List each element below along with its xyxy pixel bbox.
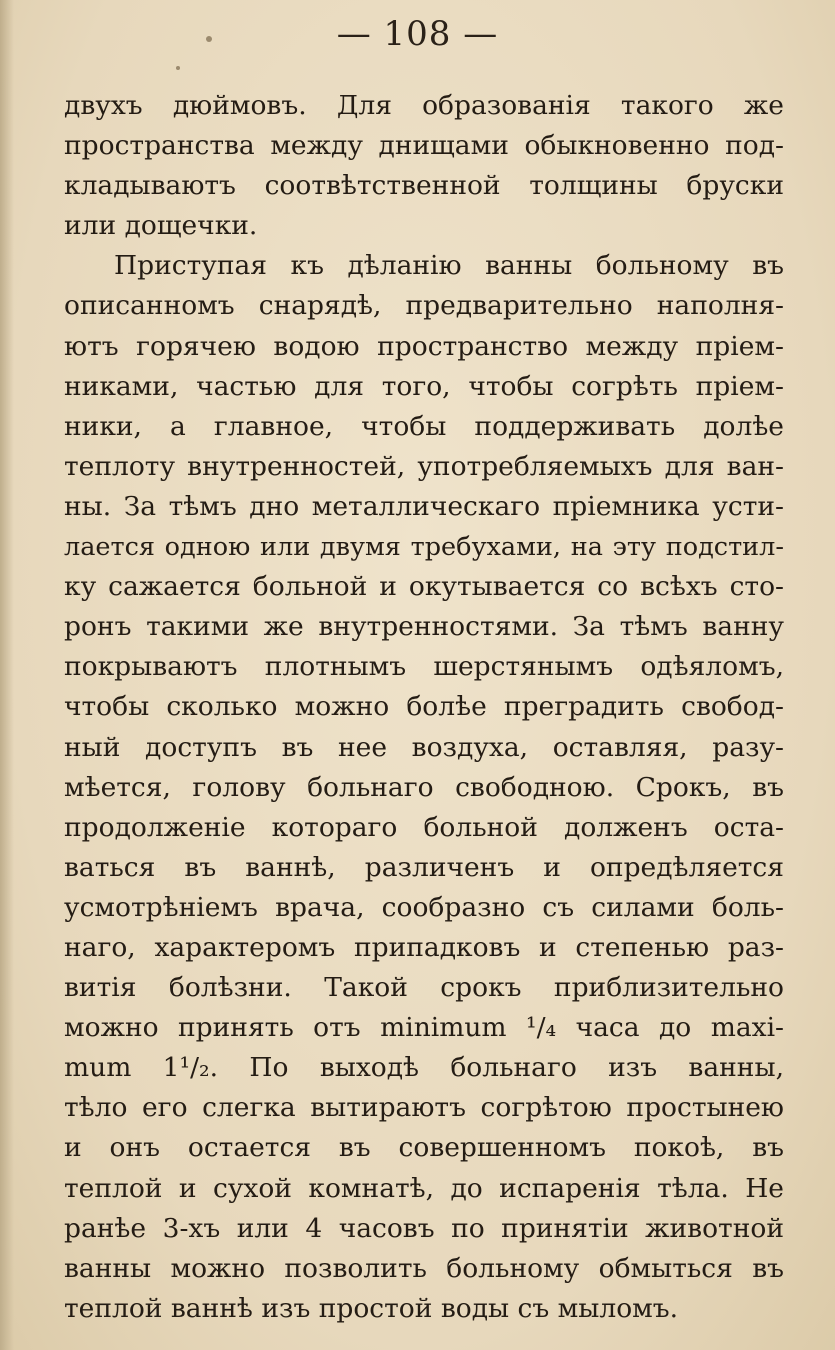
- text-line: ванны можно позволить больному обмыться въ: [64, 1252, 784, 1284]
- text-line: и онъ остается въ совершенномъ покоѣ, въ: [64, 1132, 784, 1164]
- text-line: Приступая къ дѣланію ванны больному въ: [114, 250, 784, 282]
- text-line: ку сажается больной и окутывается со всѣхъ сто-: [64, 571, 784, 603]
- text-line: продолженіе котораго больной долженъ оста-: [64, 811, 784, 843]
- text-line: ранѣе 3-хъ или 4 часовъ по принятіи животной: [64, 1212, 784, 1244]
- text-line: ны. За тѣмъ дно металлическаго пріемника усти-: [64, 490, 784, 522]
- page-number: — 108 —: [336, 14, 499, 54]
- text-line: описанномъ снарядѣ, предварительно наполня-: [64, 290, 784, 322]
- text-line: или дощечки.: [64, 210, 258, 242]
- text-line: наго, характеромъ припадковъ и степенью раз-: [64, 931, 784, 963]
- text-line: чтобы сколько можно болѣе преградить свобод-: [64, 691, 784, 723]
- text-line: покрываютъ плотнымъ шерстянымъ одѣяломъ,: [64, 651, 784, 683]
- text-line: можно принять отъ minimum ¹/₄ часа до maxi-: [64, 1012, 784, 1044]
- text-line: усмотрѣніемъ врача, сообразно съ силами боль-: [64, 891, 784, 923]
- text-line: кладываютъ соотвѣтственной толщины бруски: [64, 170, 784, 202]
- text-line: теплой ваннѣ изъ простой воды съ мыломъ.: [64, 1292, 679, 1324]
- text-line: mum 1¹/₂. По выходѣ больнаго изъ ванны,: [64, 1052, 784, 1084]
- text-line: никами, частью для того, чтобы согрѣть пріем-: [64, 370, 784, 402]
- text-line: ронъ такими же внутренностями. За тѣмъ ванну: [64, 611, 784, 643]
- text-line: ютъ горячею водою пространство между пріем-: [64, 330, 784, 362]
- text-line: ники, а главное, чтобы поддерживать долѣе: [64, 410, 784, 442]
- text-line: ваться въ ваннѣ, различенъ и опредѣляется: [64, 851, 784, 883]
- text-line: витія болѣзни. Такой срокъ приблизительно: [64, 972, 784, 1004]
- text-line: ный доступъ въ нее воздуха, оставляя, разу-: [64, 731, 784, 763]
- paper-speck: [176, 66, 180, 70]
- page-edge-shadow: [0, 0, 14, 1350]
- text-line: двухъ дюймовъ. Для образованія такого же: [64, 90, 784, 121]
- text-line: теплоту внутренностей, употребляемыхъ для ван-: [64, 450, 784, 482]
- text-line: тѣло его слегка вытираютъ согрѣтою простынею: [64, 1092, 784, 1124]
- text-line: теплой и сухой комнатѣ, до испаренія тѣла. Не: [64, 1172, 784, 1204]
- body-text: [64, 86, 784, 1329]
- text-line: мѣется, голову больнаго свободною. Срокъ, въ: [64, 771, 784, 803]
- text-line: лается одною или двумя требухами, на эту подстил-: [64, 532, 784, 563]
- text-line: пространства между днищами обыкновенно под-: [64, 130, 784, 162]
